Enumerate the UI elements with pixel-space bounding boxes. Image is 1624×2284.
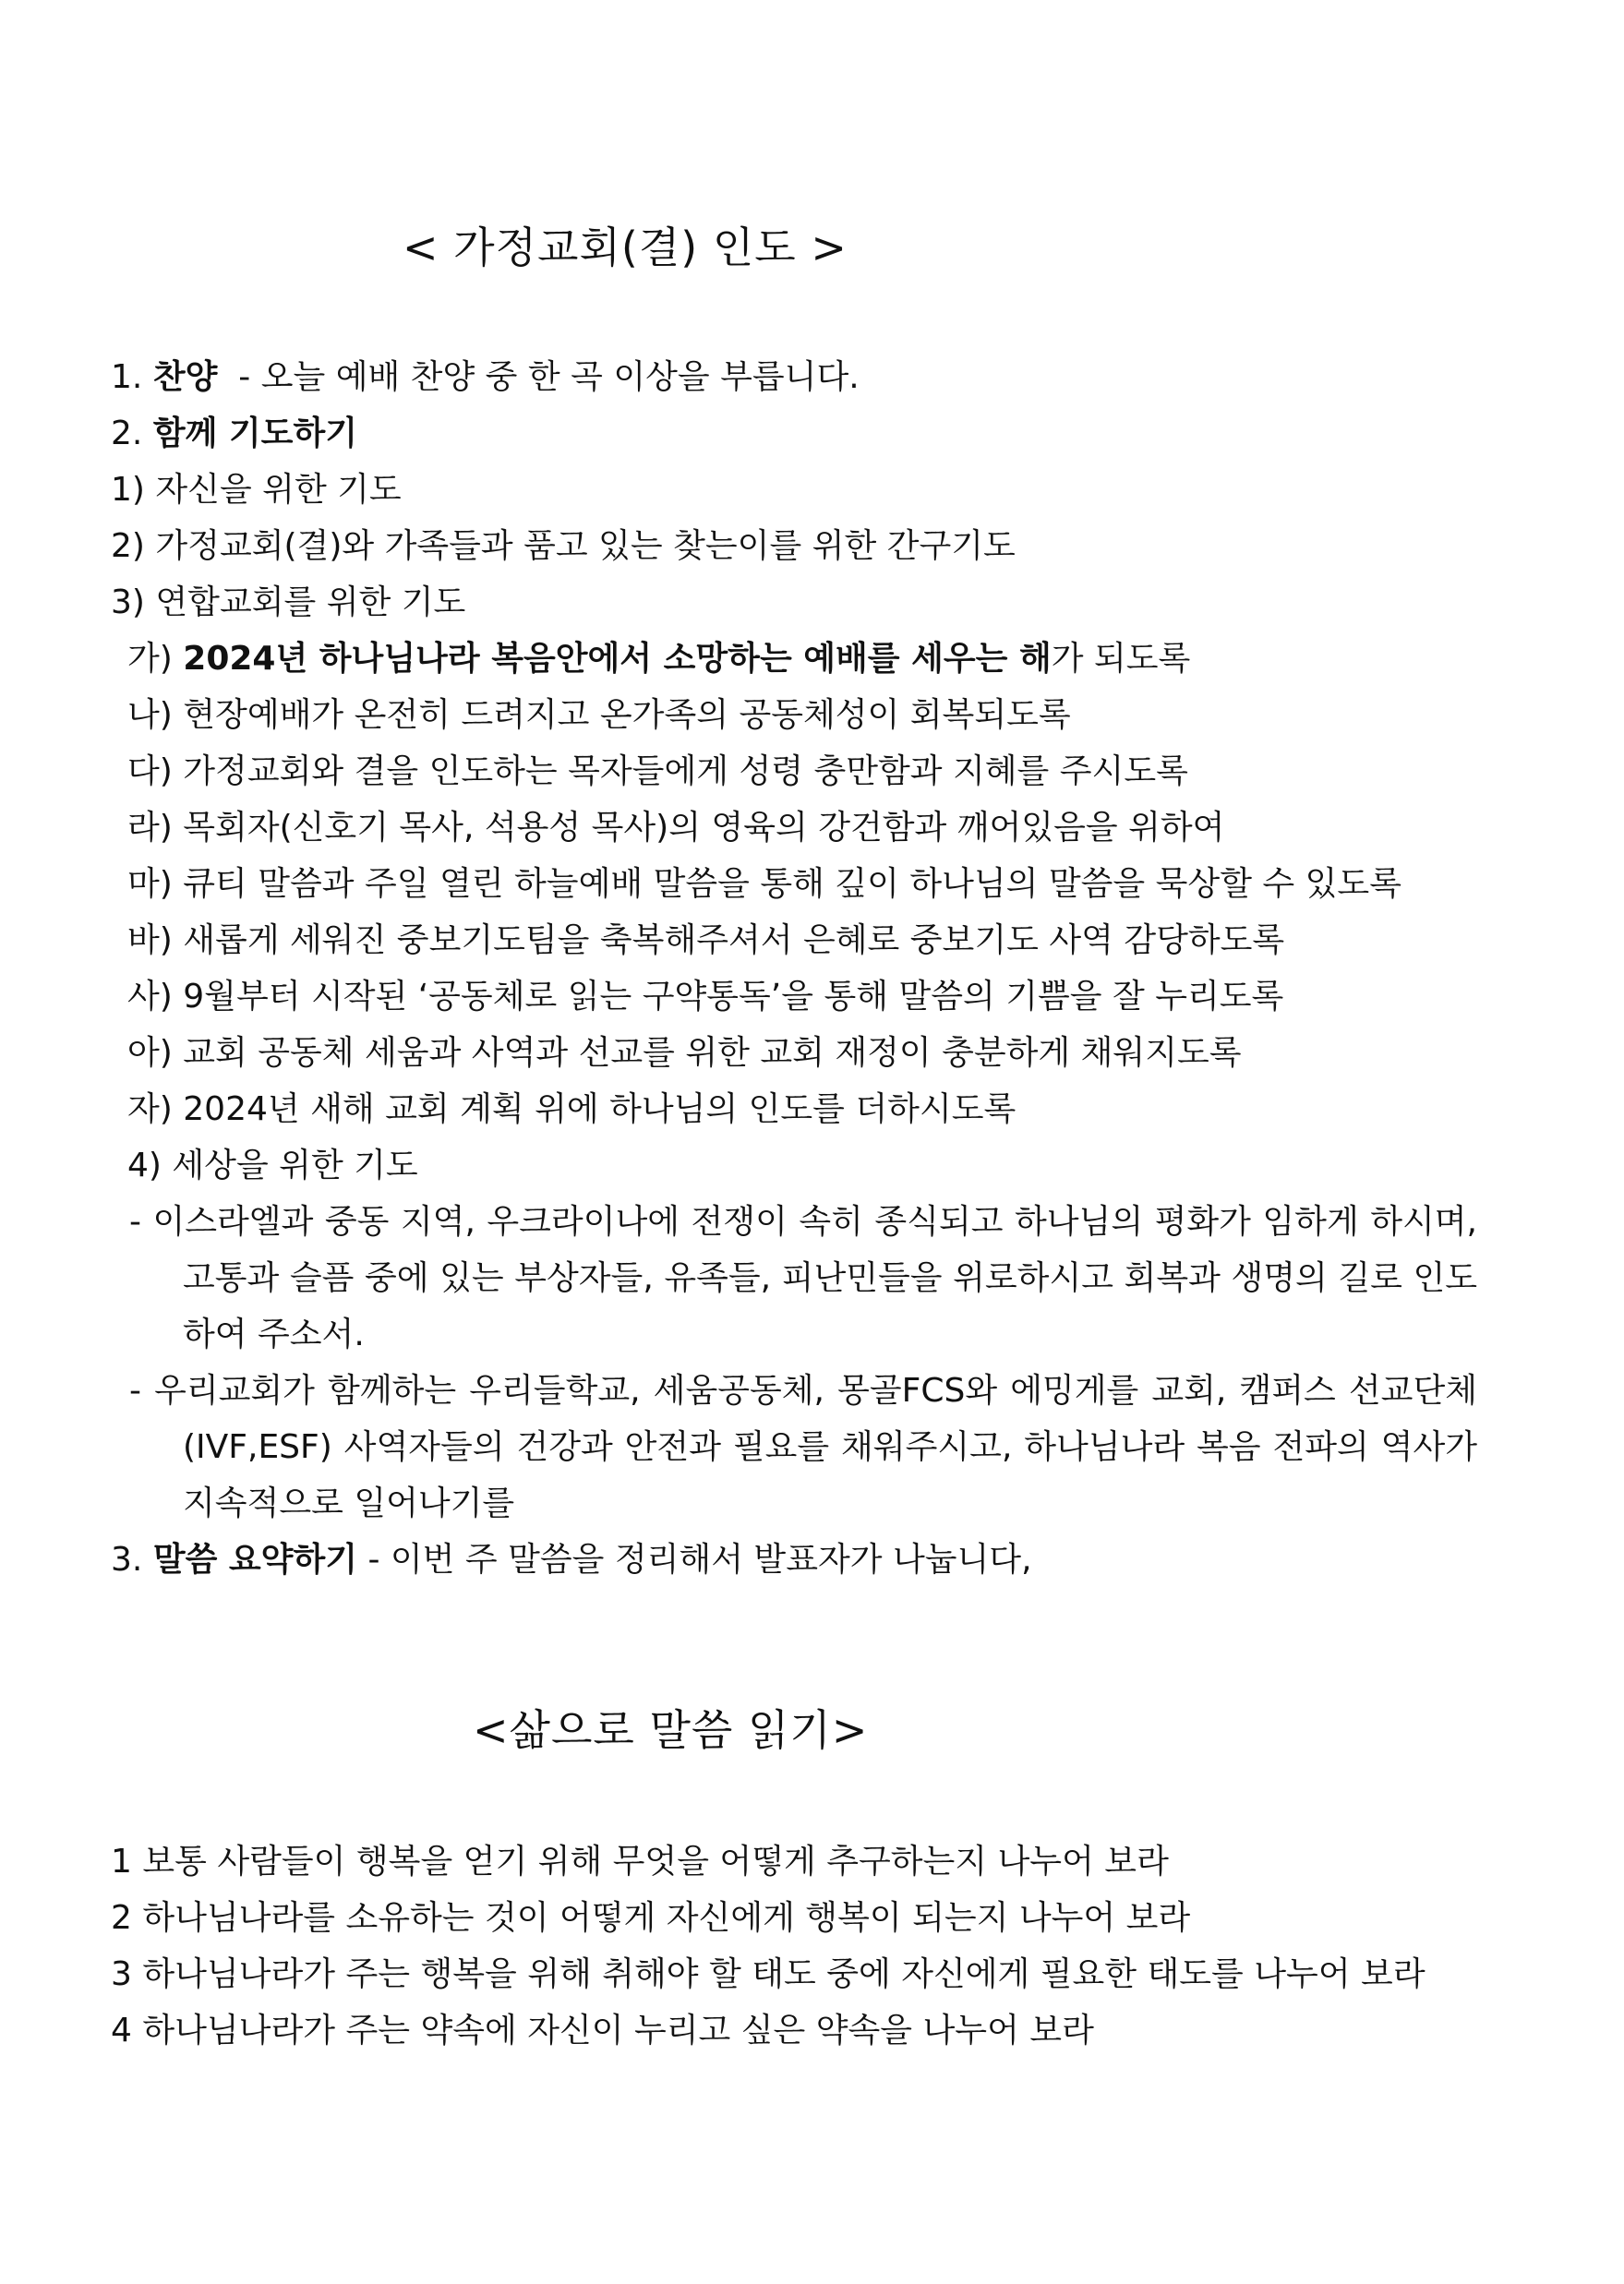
- step-prayer: [111, 405, 1477, 462]
- step-heading: 말씀 요약하기: [152, 1541, 358, 1579]
- church-prayer-item: [111, 631, 1477, 687]
- world-prayer-item: - 우리교회가 함께하는 우리들학교, 세움공동체, 몽골FCS와 에밍게를 교회, 캠퍼스 선교단체(IVF,ESF) 사역자들의 건강과 안전과 필요를 채워주시고, 하나님나라 복음 전파의 역사가 지속적으로 일어나기를: [129, 1372, 1477, 1522]
- step-heading: 함께 기도하기: [152, 415, 358, 452]
- step-praise: [111, 349, 1477, 405]
- prayer-item: 3) 연합교회를 위한 기도: [111, 583, 466, 621]
- question-item: 1 보통 사람들이 행복을 얻기 위해 무엇을 어떻게 추구하는지 나누어 보라: [111, 1843, 1169, 1881]
- church-prayer-item: 바) 새롭게 세워진 중보기도팀을 축복해주셔서 은혜로 중보기도 사역 감당하도록: [127, 921, 1285, 959]
- step-number: 1.: [111, 358, 143, 396]
- item-emphasis: 2024년 하나님나라 복음안에서 소망하는 예배를 세우는 해: [183, 640, 1052, 678]
- church-prayer-item: 사) 9월부터 시작된 ‘공동체로 읽는 구약통독’을 통해 말씀의 기쁨을 잘 누리도록: [127, 978, 1284, 1016]
- step-number: 2.: [111, 415, 143, 452]
- section-subtitle: <삶으로 말씀 읽기>: [473, 1705, 869, 1755]
- question-item: 3 하나님나라가 주는 행복을 위해 취해야 할 태도 중에 자신에게 필요한 태도를 나누어 보라: [111, 1955, 1426, 1993]
- discussion-questions: [111, 1833, 1477, 2059]
- prayer-item: 2) 가정교회(결)와 가족들과 품고 있는 찾는이를 위한 간구기도: [111, 527, 1016, 565]
- step-description: - 오늘 예배 찬양 중 한 곡 이상을 부릅니다.: [217, 358, 860, 396]
- prayer-item: 1) 자신을 위한 기도: [111, 471, 402, 509]
- church-prayer-item: 나) 현장예배가 온전히 드려지고 온가족의 공동체성이 회복되도록: [127, 696, 1071, 734]
- church-prayer-item: 라) 목회자(신호기 목사, 석용성 목사)의 영육의 강건함과 깨어있음을 위하여: [127, 809, 1225, 847]
- step-summary: [111, 1532, 1477, 1588]
- step-number: 3.: [111, 1541, 143, 1579]
- world-prayer-item: - 이스라엘과 중동 지역, 우크라이나에 전쟁이 속히 종식되고 하나님의 평화가 임하게 하시며, 고통과 슬픔 중에 있는 부상자들, 유족들, 피난민들을 위로하시고 회복과 생명의 길로 인도하여 주소서.: [129, 1203, 1477, 1353]
- church-prayer-item: 자) 2024년 새해 교회 계획 위에 하나님의 인도를 더하시도록: [127, 1090, 1017, 1128]
- page-title: < 가정교회(결) 인도 >: [403, 222, 848, 272]
- church-prayer-item: 마) 큐티 말씀과 주일 열린 하늘예배 말씀을 통해 깊이 하나님의 말씀을 묵상할 수 있도록: [127, 865, 1401, 903]
- prayer-item: 4) 세상을 위한 기도: [127, 1147, 418, 1184]
- step-description: - 이번 주 말씀을 정리해서 발표자가 나눕니다,: [357, 1541, 1032, 1579]
- church-prayer-item: 아) 교회 공동체 세움과 사역과 선교를 위한 교회 재정이 충분하게 채워지도록: [127, 1034, 1242, 1072]
- church-prayer-item: 다) 가정교회와 결을 인도하는 목자들에게 성령 충만함과 지혜를 주시도록: [127, 752, 1188, 790]
- question-item: 2 하나님나라를 소유하는 것이 어떻게 자신에게 행복이 되는지 나누어 보라: [111, 1899, 1191, 1937]
- item-text: 가 되도록: [1051, 640, 1191, 678]
- question-item: 4 하나님나라가 주는 약속에 자신이 누리고 싶은 약속을 나누어 보라: [111, 2012, 1094, 2050]
- item-marker: 가): [127, 640, 173, 678]
- step-heading: 찬양: [152, 358, 218, 396]
- worship-guide-section: [111, 349, 1477, 1588]
